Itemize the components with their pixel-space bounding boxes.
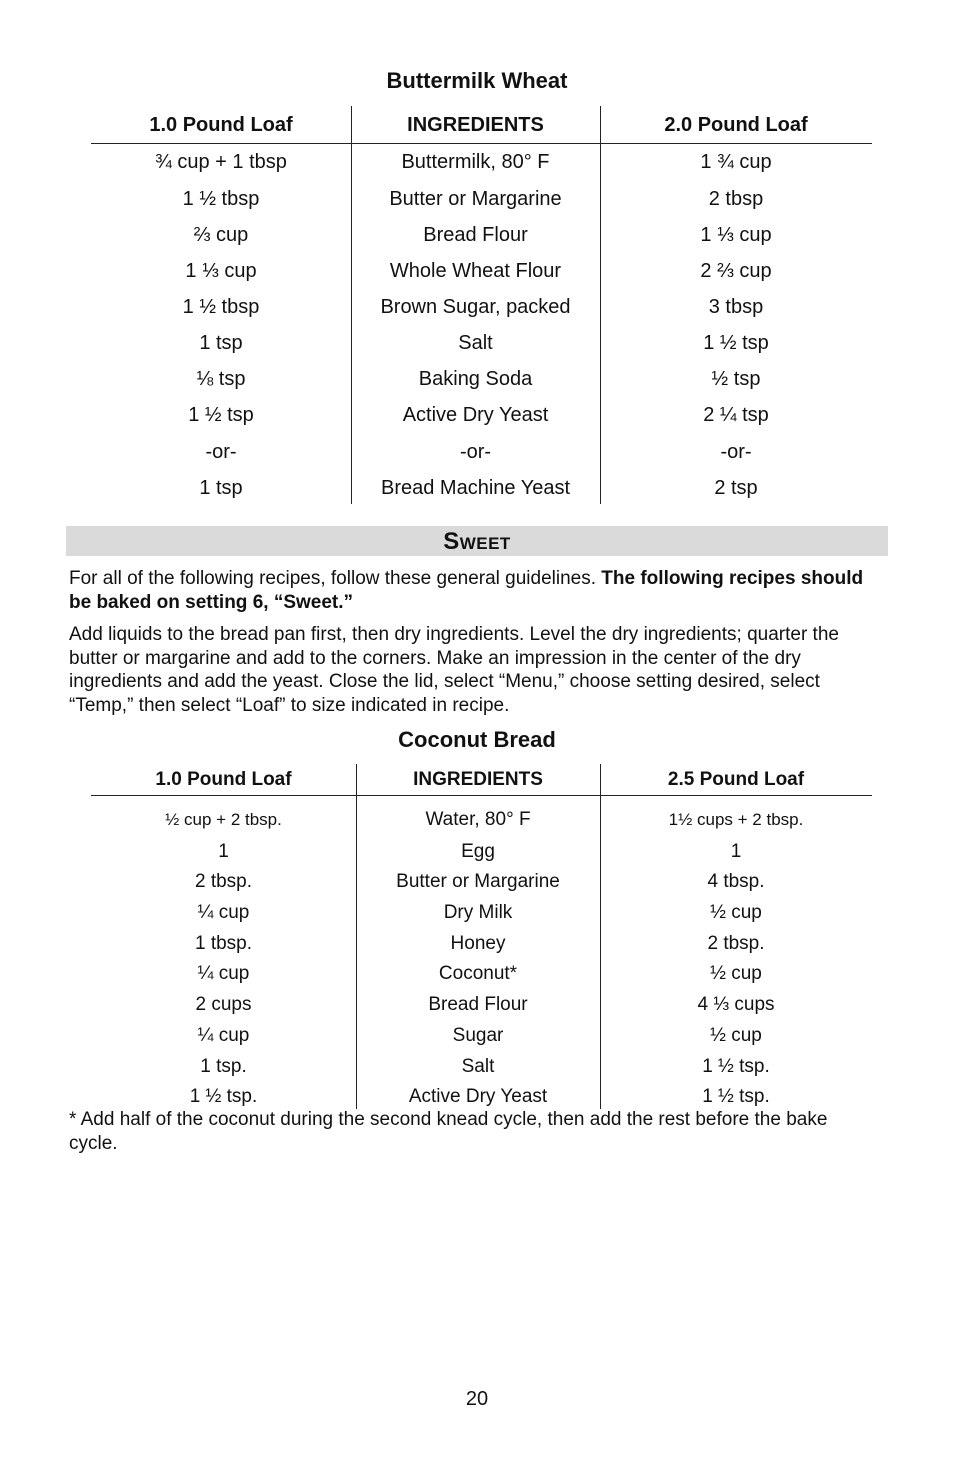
- table-cell: 2 tsp: [714, 477, 758, 499]
- table-cell: ½ cup: [710, 963, 762, 984]
- column-header: INGREDIENTS: [413, 769, 543, 790]
- table-cell: Bread Machine Yeast: [380, 477, 571, 499]
- column-header: 1.0 Pound Loaf: [155, 769, 292, 790]
- section-title: Sweet: [443, 528, 511, 555]
- table-cell: 1 ½ tsp.: [702, 1086, 770, 1107]
- table-cell: 1 ½ tbsp: [182, 188, 260, 210]
- table-cell: Baking Soda: [418, 368, 533, 390]
- table-cell: ½ cup: [710, 902, 762, 923]
- table-cell: 3 tbsp: [708, 296, 764, 318]
- table-cell: 2 cups: [195, 994, 252, 1015]
- table-cell: Egg: [461, 841, 495, 862]
- intro-bold-text: The following recipes should be baked on setting 6, “Sweet.”: [69, 568, 864, 613]
- table-row: [91, 958, 872, 989]
- table-row: [91, 289, 872, 325]
- table-cell: 1 ½ tsp: [703, 332, 769, 354]
- table-cell: 1: [218, 841, 229, 862]
- table-row: [91, 1020, 872, 1051]
- table-cell: Salt: [461, 1056, 495, 1077]
- table-row: [91, 804, 872, 835]
- table-cell: 2 tbsp.: [194, 871, 253, 892]
- table-cell: 2 ¼ tsp: [703, 404, 769, 426]
- table-cell: Bread Flour: [423, 224, 528, 246]
- table-cell: Honey: [450, 933, 506, 954]
- table-cell: Dry Milk: [443, 902, 513, 923]
- table-header-row: [91, 764, 872, 798]
- table-cell: Sugar: [452, 1025, 504, 1046]
- table-cell: ¼ cup: [197, 1025, 250, 1046]
- recipe-table-buttermilk-wheat: [91, 106, 872, 504]
- table-cell: 4 tbsp.: [707, 871, 765, 892]
- table-cell: ½ cup: [710, 1025, 762, 1046]
- table-row: [91, 325, 872, 361]
- table-cell: ⅔ cup: [193, 224, 249, 246]
- table-cell: Butter or Margarine: [396, 871, 560, 892]
- table-cell: ½ tsp: [711, 368, 761, 390]
- recipe-title-coconut-bread: Coconut Bread: [398, 727, 556, 752]
- table-row: [91, 1051, 872, 1082]
- table-row: [91, 470, 872, 506]
- table-cell: -or-: [205, 441, 237, 463]
- table-cell: -or-: [720, 441, 752, 463]
- section-header-bar: [66, 526, 888, 556]
- table-row: [91, 989, 872, 1020]
- table-row: [91, 144, 872, 180]
- column-header: 2.0 Pound Loaf: [664, 114, 808, 136]
- table-cell: ¾ cup + 1 tbsp: [155, 151, 287, 173]
- table-cell: Coconut*: [438, 963, 518, 984]
- table-row: [91, 181, 872, 217]
- column-header: 1.0 Pound Loaf: [149, 114, 293, 136]
- table-cell: 1 ¾ cup: [700, 151, 772, 173]
- table-row: [91, 397, 872, 433]
- table-cell: 1 tsp: [199, 477, 243, 499]
- table-cell: 2 tbsp: [708, 188, 764, 210]
- table-cell: 2 ⅔ cup: [700, 260, 772, 282]
- table-cell: 1 ½ tsp.: [189, 1086, 258, 1107]
- table-cell: Buttermilk, 80° F: [401, 151, 550, 173]
- table-cell: Salt: [458, 332, 493, 354]
- table-cell: -or-: [459, 441, 492, 463]
- table-cell: Whole Wheat Flour: [389, 260, 562, 282]
- table-row: [91, 217, 872, 253]
- table-cell: 1 ⅓ cup: [700, 224, 772, 246]
- column-header: 2.5 Pound Loaf: [667, 769, 805, 790]
- table-cell: 1 ½ tsp: [188, 404, 254, 426]
- page-number: 20: [465, 1388, 489, 1410]
- table-row: [91, 253, 872, 289]
- table-cell: 1 tsp: [199, 332, 243, 354]
- table-header-row: [91, 107, 872, 143]
- table-cell: Butter or Margarine: [389, 188, 562, 210]
- recipe-footnote: * Add half of the coconut during the second knead cycle, then add the rest before the bake cycle.: [69, 1109, 828, 1154]
- table-cell: Active Dry Yeast: [402, 404, 549, 426]
- table-cell: 2 tbsp.: [707, 933, 765, 954]
- table-cell: Active Dry Yeast: [408, 1086, 548, 1107]
- table-cell: ¼ cup: [197, 902, 250, 923]
- table-row: [91, 897, 872, 928]
- table-cell: ⅛ tsp: [196, 368, 246, 390]
- table-cell: 1: [730, 841, 742, 862]
- table-row: [91, 434, 872, 470]
- intro-text: For all of the following recipes, follow these general guidelines.: [69, 568, 602, 589]
- table-cell: 1 tbsp.: [194, 933, 253, 954]
- table-cell: Bread Flour: [428, 994, 528, 1015]
- table-cell: 1 tsp.: [200, 1056, 247, 1077]
- table-cell: ¼ cup: [197, 963, 250, 984]
- table-row: [91, 928, 872, 959]
- recipe-table-coconut-bread: [91, 764, 872, 1109]
- table-cell: 4 ⅓ cups: [697, 994, 775, 1015]
- table-cell: Water, 80° F: [425, 809, 531, 830]
- table-row: [91, 836, 872, 867]
- table-cell: Brown Sugar, packed: [380, 296, 571, 318]
- table-cell: 1 ½ tsp.: [702, 1056, 770, 1077]
- section-instructions: Add liquids to the bread pan first, then dry ingredients. Level the dry ingredients; quarter the butter or margarine and add to the corners. Make an impression in the center of the dry ingredients and add the yeast. Close the lid, select “Menu,” choose setting desired, select “Temp,” then select “Loaf” to size indicated in recipe.: [69, 624, 839, 716]
- column-header: INGREDIENTS: [407, 114, 544, 136]
- table-cell: 1 ½ tbsp: [182, 296, 260, 318]
- table-row: [91, 361, 872, 397]
- table-row: [91, 866, 872, 897]
- section-intro: [69, 567, 884, 614]
- table-cell: ½ cup + 2 tbsp.: [165, 810, 282, 829]
- table-cell: 1½ cups + 2 tbsp.: [668, 810, 804, 829]
- table-cell: 1 ⅓ cup: [185, 260, 257, 282]
- recipe-title-buttermilk-wheat: Buttermilk Wheat: [386, 68, 568, 93]
